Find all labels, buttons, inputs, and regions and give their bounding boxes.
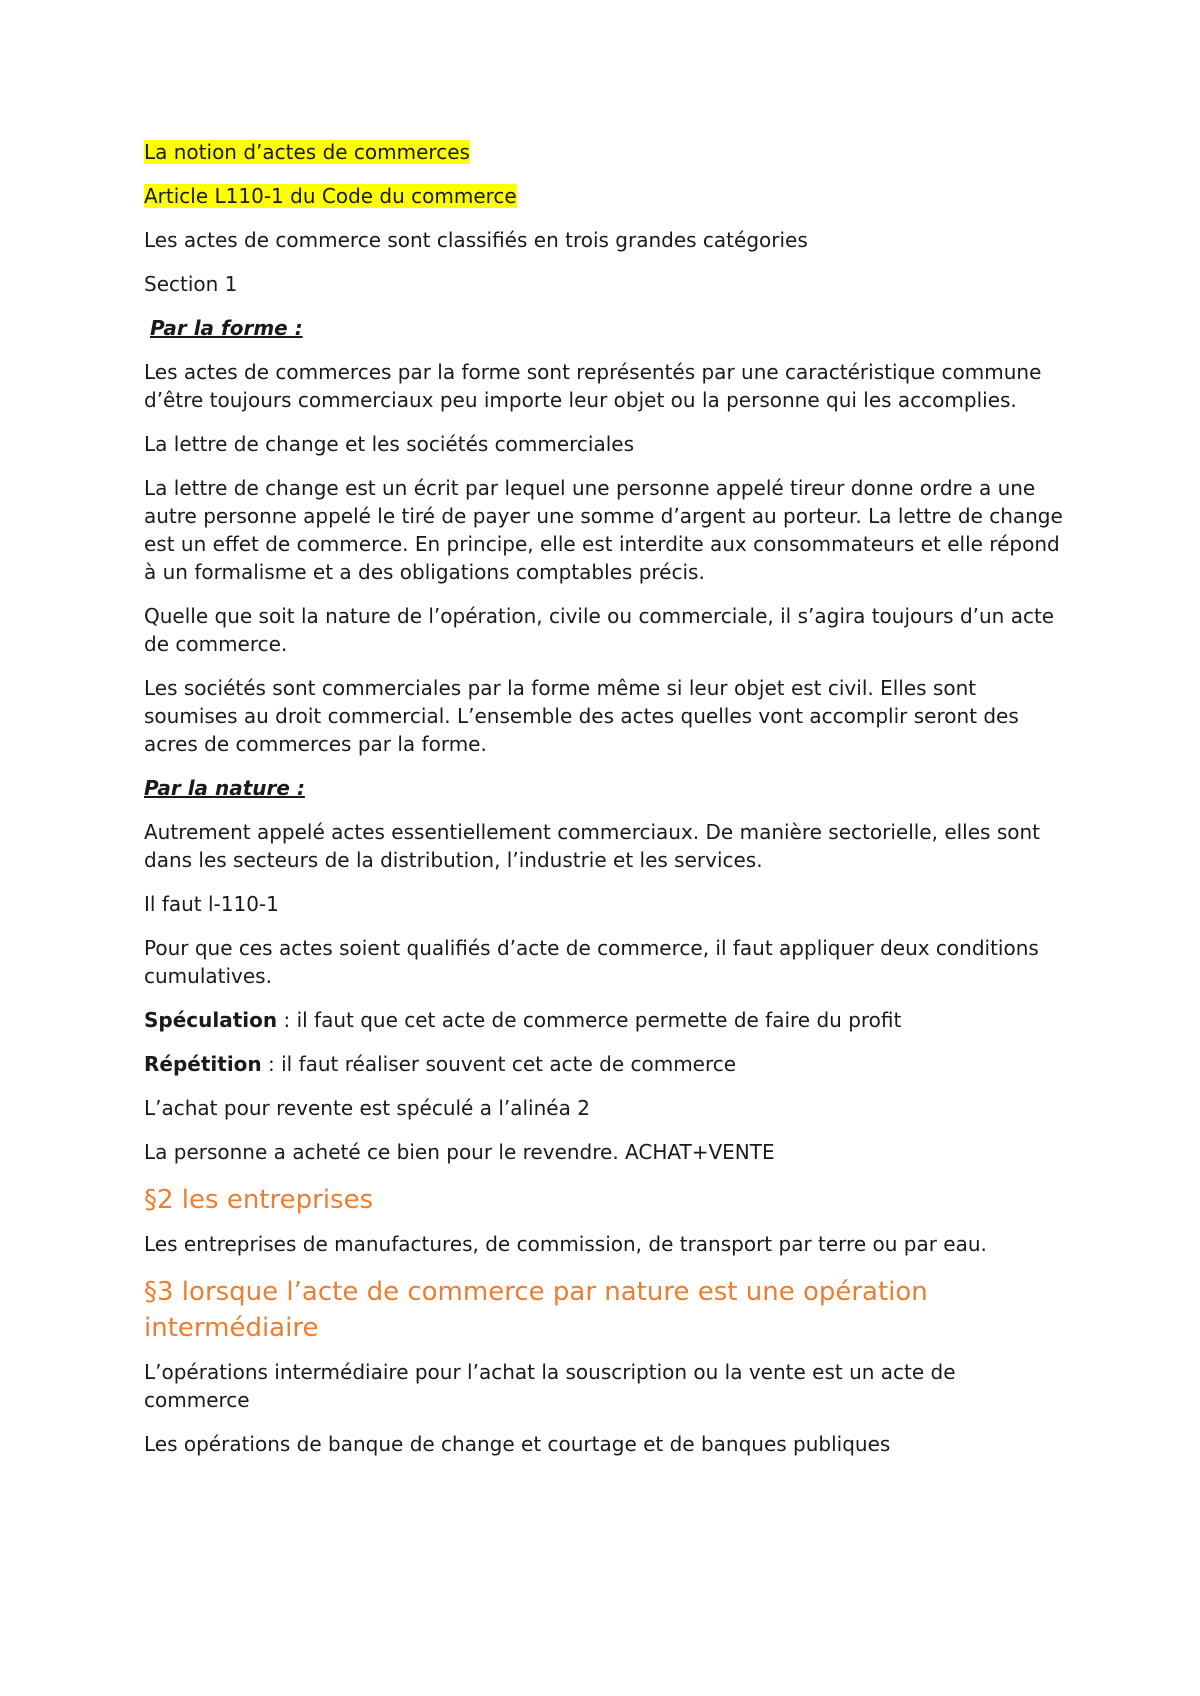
section-label: Section 1 — [144, 272, 238, 296]
repetition-text: : il faut réaliser souvent cet acte de commerce — [261, 1052, 737, 1076]
intermediaire-heading: §3 lorsque l’acte de commerce par nature est une opération intermédiaire — [144, 1277, 928, 1343]
nature-paragraph-4: L’achat pour revente est spéculé a l’alinéa 2 — [144, 1096, 590, 1120]
forme-paragraph-3: La lettre de change est un écrit par lequel une personne appelé tireur donne ordre a une autre personne appelé le tiré de payer une somme d’argent au porteur. La lettre de change est un effet de commerce. En principe, elle est interdite aux consommateurs et elle répond à un formalisme et a des obligations comptables précis. — [144, 476, 1063, 584]
intermediaire-paragraph-1: L’opérations intermédiaire pour l’achat la souscription ou la vente est un acte de commerce — [144, 1360, 956, 1412]
article-highlight: Article L110-1 du Code du commerce — [144, 184, 517, 208]
nature-paragraph-1: Autrement appelé actes essentiellement commerciaux. De manière sectorielle, elles sont dans les secteurs de la distribution, l’industrie et les services. — [144, 820, 1040, 872]
intermediaire-paragraph-2: Les opérations de banque de change et courtage et de banques publiques — [144, 1432, 891, 1456]
document-page — [144, 138, 1064, 1474]
intro-paragraph: Les actes de commerce sont classifiés en trois grandes catégories — [144, 228, 808, 252]
forme-subheading-line — [144, 314, 1064, 342]
nature-paragraph-2: Il faut l-110-1 — [144, 892, 279, 916]
speculation-paragraph — [144, 1006, 1064, 1034]
nature-subheading-line — [144, 774, 1064, 802]
forme-paragraph-5: Les sociétés sont commerciales par la forme même si leur objet est civil. Elles sont soumises au droit commercial. L’ensemble des actes quelles vont accomplir seront des acres de commerces par la forme. — [144, 676, 1019, 756]
nature-subheading: Par la nature : — [144, 776, 305, 800]
title-highlight: La notion d’actes de commerces — [144, 140, 470, 164]
repetition-term: Répétition — [144, 1052, 262, 1076]
speculation-term: Spéculation — [144, 1008, 278, 1032]
nature-paragraph-5: La personne a acheté ce bien pour le revendre. ACHAT+VENTE — [144, 1140, 775, 1164]
entreprises-paragraph: Les entreprises de manufactures, de commission, de transport par terre ou par eau. — [144, 1232, 987, 1256]
nature-paragraph-3: Pour que ces actes soient qualifiés d’acte de commerce, il faut appliquer deux conditions cumulatives. — [144, 936, 1039, 988]
title-line — [144, 138, 1064, 166]
article-line — [144, 182, 1064, 210]
forme-paragraph-1: Les actes de commerces par la forme sont représentés par une caractéristique commune d’être toujours commerciaux peu importe leur objet ou la personne qui les accomplies. — [144, 360, 1042, 412]
forme-subheading: Par la forme : — [150, 316, 303, 340]
forme-paragraph-4: Quelle que soit la nature de l’opération, civile ou commerciale, il s’agira toujours d’un acte de commerce. — [144, 604, 1055, 656]
speculation-text: : il faut que cet acte de commerce permette de faire du profit — [277, 1008, 902, 1032]
forme-paragraph-2: La lettre de change et les sociétés commerciales — [144, 432, 635, 456]
repetition-paragraph — [144, 1050, 1064, 1078]
entreprises-heading: §2 les entreprises — [144, 1185, 374, 1215]
